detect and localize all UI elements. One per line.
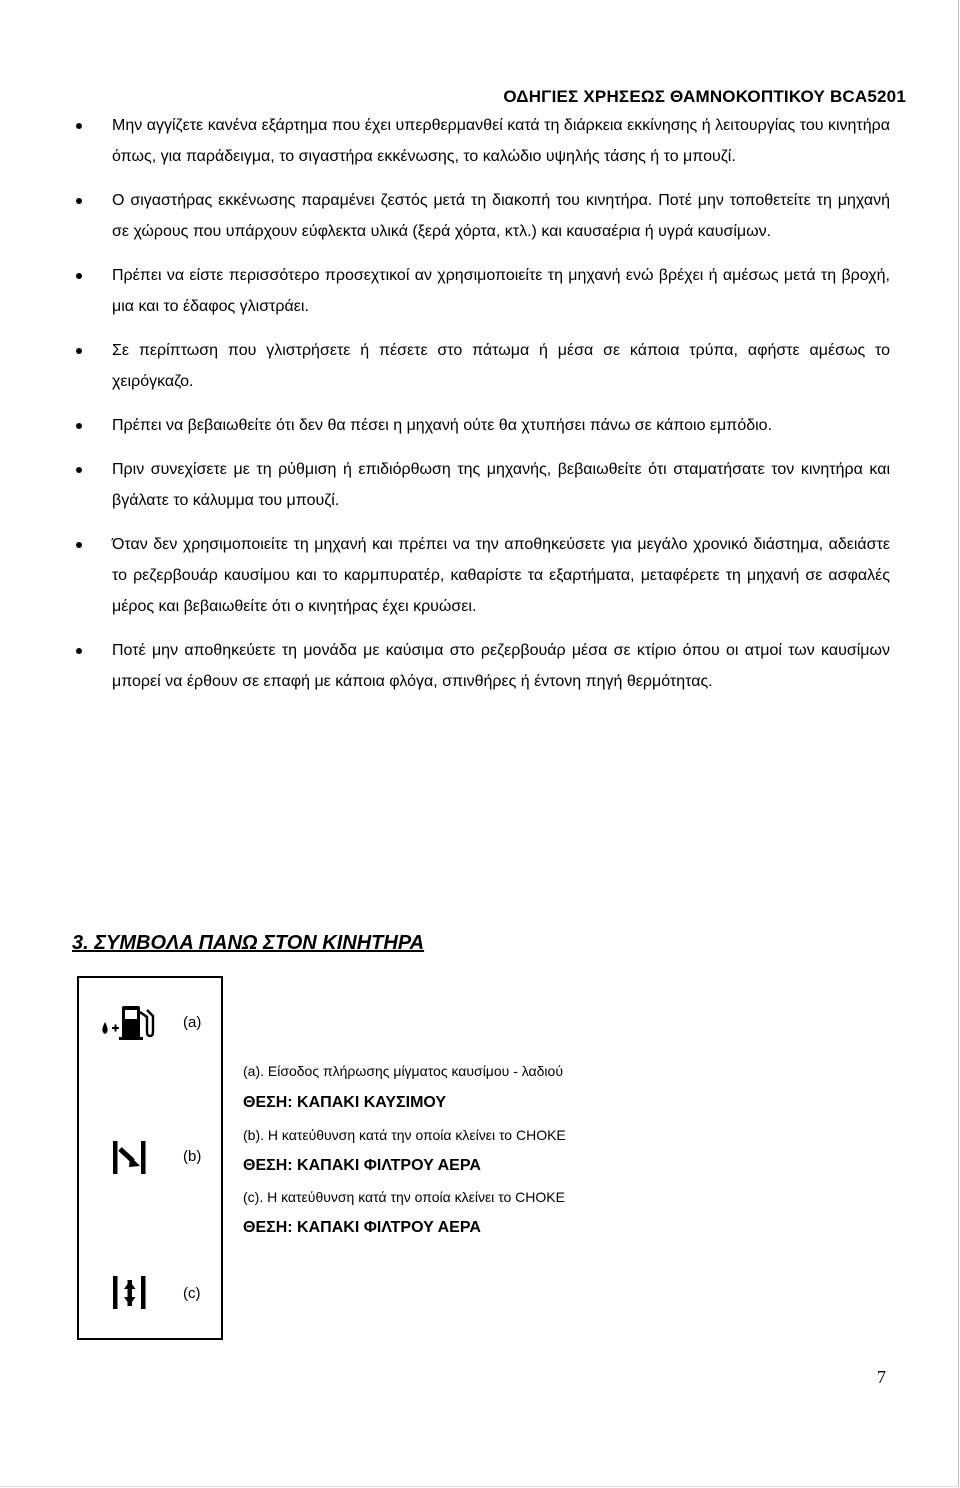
choke-lever-c-icon — [111, 1274, 149, 1312]
list-item: Ποτέ μην αποθηκεύετε τη μονάδα με καύσιμα στο ρεζερβουάρ μέσα σε κτίριο όπου οι ατμοί των καυσίμων μπορεί να έρθουν σε επαφή με κάποια φλόγα, σπινθήρες ή έντονη πηγή θερμότητας. — [70, 635, 890, 697]
symbol-description-c: (c). Η κατεύθυνση κατά την οποία κλείνει το CHOKE — [243, 1189, 565, 1205]
symbol-description-a: (a). Είσοδος πλήρωσης μίγματος καυσίμου - λαδιού — [243, 1063, 563, 1079]
bullet-icon — [76, 198, 82, 204]
page-number: 7 — [877, 1367, 886, 1387]
bullet-icon — [76, 348, 82, 354]
symbol-position-b: ΘΕΣΗ: ΚΑΠΑΚΙ ΦΙΛΤΡΟΥ ΑΕΡΑ — [243, 1157, 481, 1174]
list-item: Ο σιγαστήρας εκκένωσης παραμένει ζεστός μετά τη διακοπή του κινητήρα. Ποτέ μην τοποθετείτε τη μηχανή σε χώρους που υπάρχουν εύφλεκτα υλικά (ξερά χόρτα, κτλ.) και καυσαέρια ή υγρά καυσίμων. — [70, 185, 890, 247]
document-header: ΟΔΗΓΙΕΣ ΧΡΗΣΕΩΣ ΘΑΜΝΟΚΟΠΤΙΚΟΥ BCA5201 — [503, 87, 906, 106]
bullet-icon — [76, 542, 82, 548]
symbol-position-a: ΘΕΣΗ: ΚΑΠΑΚΙ ΚΑΥΣΙΜΟΥ — [243, 1094, 447, 1111]
bullet-icon — [76, 467, 82, 473]
list-item: Πριν συνεχίσετε με τη ρύθμιση ή επιδιόρθωση της μηχανής, βεβαιωθείτε ότι σταματήσατε τον κινητήρα και βγάλατε το κάλυμμα του μπουζί. — [70, 454, 890, 516]
symbol-label-b: (b) — [183, 1148, 202, 1165]
list-item: Μην αγγίζετε κανένα εξάρτημα που έχει υπερθερμανθεί κατά τη διάρκεια εκκίνησης ή λειτουργίας του κινητήρα όπως, για παράδειγμα, το σιγαστήρα εκκένωσης, το καλώδιο υψηλής τάσης ή το μπουζί. — [70, 110, 890, 172]
bullet-icon — [76, 273, 82, 279]
choke-lever-b-icon — [111, 1139, 149, 1177]
fuel-pump-icon — [99, 1002, 157, 1042]
list-item: Σε περίπτωση που γλιστρήσετε ή πέσετε στο πάτωμα ή μέσα σε κάποια τρύπα, αφήστε αμέσως το χειρόγκαζο. — [70, 335, 890, 397]
symbol-position-c: ΘΕΣΗ: ΚΑΠΑΚΙ ΦΙΛΤΡΟΥ ΑΕΡΑ — [243, 1219, 481, 1236]
bullet-icon — [76, 423, 82, 429]
symbol-label-c: (c) — [183, 1285, 201, 1302]
symbol-box — [77, 976, 223, 1340]
list-item: Πρέπει να είστε περισσότερο προσεχτικοί αν χρησιμοποιείτε τη μηχανή ενώ βρέχει ή αμέσως μετά τη βροχή, μια και το έδαφος γλιστράει. — [70, 260, 890, 322]
section-title: 3. ΣΥΜΒΟΛΑ ΠΑΝΩ ΣΤΟΝ ΚΙΝΗΤΗΡΑ — [72, 932, 425, 954]
safety-bullet-list — [70, 110, 890, 710]
bullet-icon — [76, 648, 82, 654]
symbol-label-a: (a) — [183, 1014, 202, 1031]
list-item: Όταν δεν χρησιμοποιείτε τη μηχανή και πρέπει να την αποθηκεύσετε για μεγάλο χρονικό διάστημα, αδειάστε το ρεζερβουάρ καυσίμου και το καρμπυρατέρ, καθαρίστε τα εξαρτήματα, μεταφέρετε τη μηχανή σε ασφαλές μέρος και βεβαιωθείτε ότι ο κινητήρας έχει κρυώσει. — [70, 529, 890, 622]
list-item: Πρέπει να βεβαιωθείτε ότι δεν θα πέσει η μηχανή ούτε θα χτυπήσει πάνω σε κάποιο εμπόδιο. — [70, 410, 890, 441]
bullet-icon — [76, 123, 82, 129]
symbol-description-b: (b). Η κατεύθυνση κατά την οποία κλείνει το CHOKE — [243, 1127, 566, 1143]
